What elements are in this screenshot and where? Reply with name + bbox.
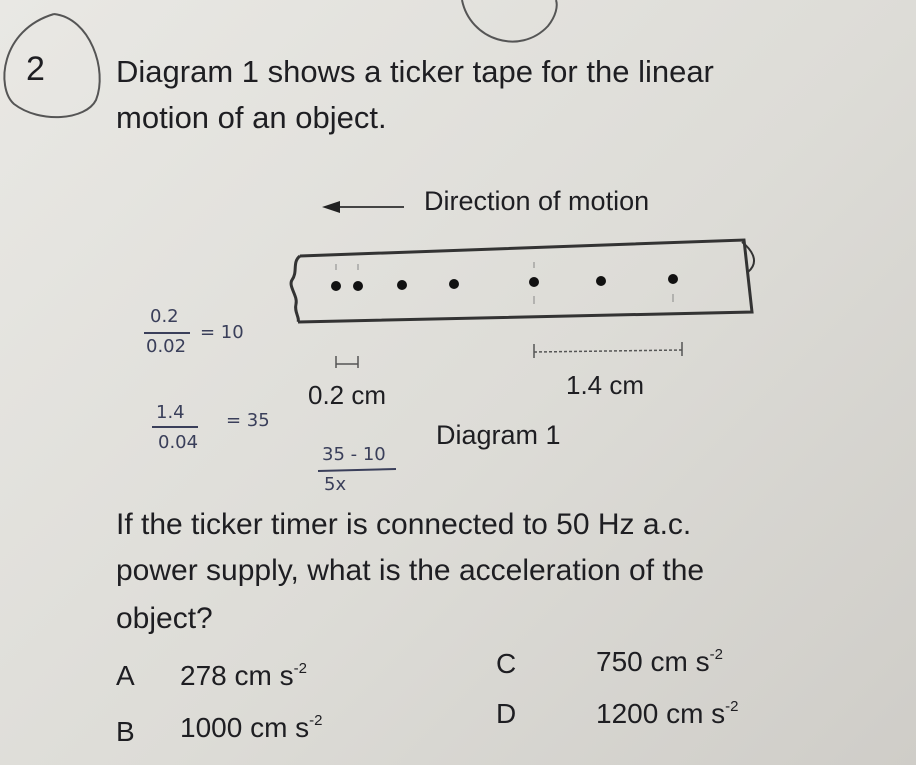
tape-dot	[596, 276, 606, 286]
scale-bar-long	[534, 342, 682, 358]
pencil-note-numerator-2: 1.4	[156, 402, 185, 423]
short-interval-label: 0.2 cm	[308, 380, 387, 410]
question-body-line-1: If the ticker timer is connected to 50 Hz a.c.	[116, 508, 692, 541]
pencil-circle-top	[462, 0, 557, 42]
scale-bar-short	[336, 356, 358, 368]
ticker-tape	[291, 240, 754, 322]
question-body-line-2: power supply, what is the acceleration of the	[116, 554, 705, 587]
option-b-value[interactable]: 1000 cm $s^{-2}$	[180, 712, 323, 743]
direction-label: Direction of motion	[424, 186, 650, 216]
question-body-line-3: object?	[116, 602, 213, 635]
option-c-letter[interactable]: C	[496, 648, 517, 679]
pencil-note-denominator-1: 0.02	[146, 336, 187, 357]
diagram-caption: Diagram 1	[436, 420, 561, 450]
option-a-letter[interactable]: A	[116, 660, 135, 691]
tape-dot	[668, 274, 678, 284]
tape-dot	[331, 281, 341, 291]
question-number-circle	[4, 14, 99, 117]
pencil-fraction-bar-3	[318, 469, 396, 471]
pencil-note-denominator-2: 0.04	[158, 432, 199, 453]
tape-dot	[353, 281, 363, 291]
pencil-note-numerator-3: 35 - 10	[322, 444, 386, 465]
question-stem-line-1: Diagram 1 shows a ticker tape for the linear	[116, 54, 714, 89]
long-interval-label: 1.4 cm	[566, 370, 645, 400]
pencil-note-result-1: = 10	[200, 322, 244, 343]
direction-arrow	[322, 201, 404, 213]
question-stem-line-2: motion of an object.	[116, 100, 387, 135]
tape-dot	[397, 280, 407, 290]
pencil-note-denominator-3: 5x	[324, 474, 347, 495]
tape-dot	[449, 279, 459, 289]
option-c-value[interactable]: 750 cm $s^{-2}$	[596, 646, 723, 677]
pencil-note-numerator-1: 0.2	[150, 306, 179, 327]
option-a-value[interactable]: 278 cm $s^{-2}$	[180, 660, 307, 691]
option-d-value[interactable]: 1200 cm $s^{-2}$	[596, 698, 739, 729]
option-d-letter[interactable]: D	[496, 698, 517, 729]
option-b-letter[interactable]: B	[116, 716, 135, 747]
question-number: 2	[26, 50, 45, 88]
pencil-note-result-2: = 35	[226, 410, 270, 431]
tape-dot	[529, 277, 539, 287]
